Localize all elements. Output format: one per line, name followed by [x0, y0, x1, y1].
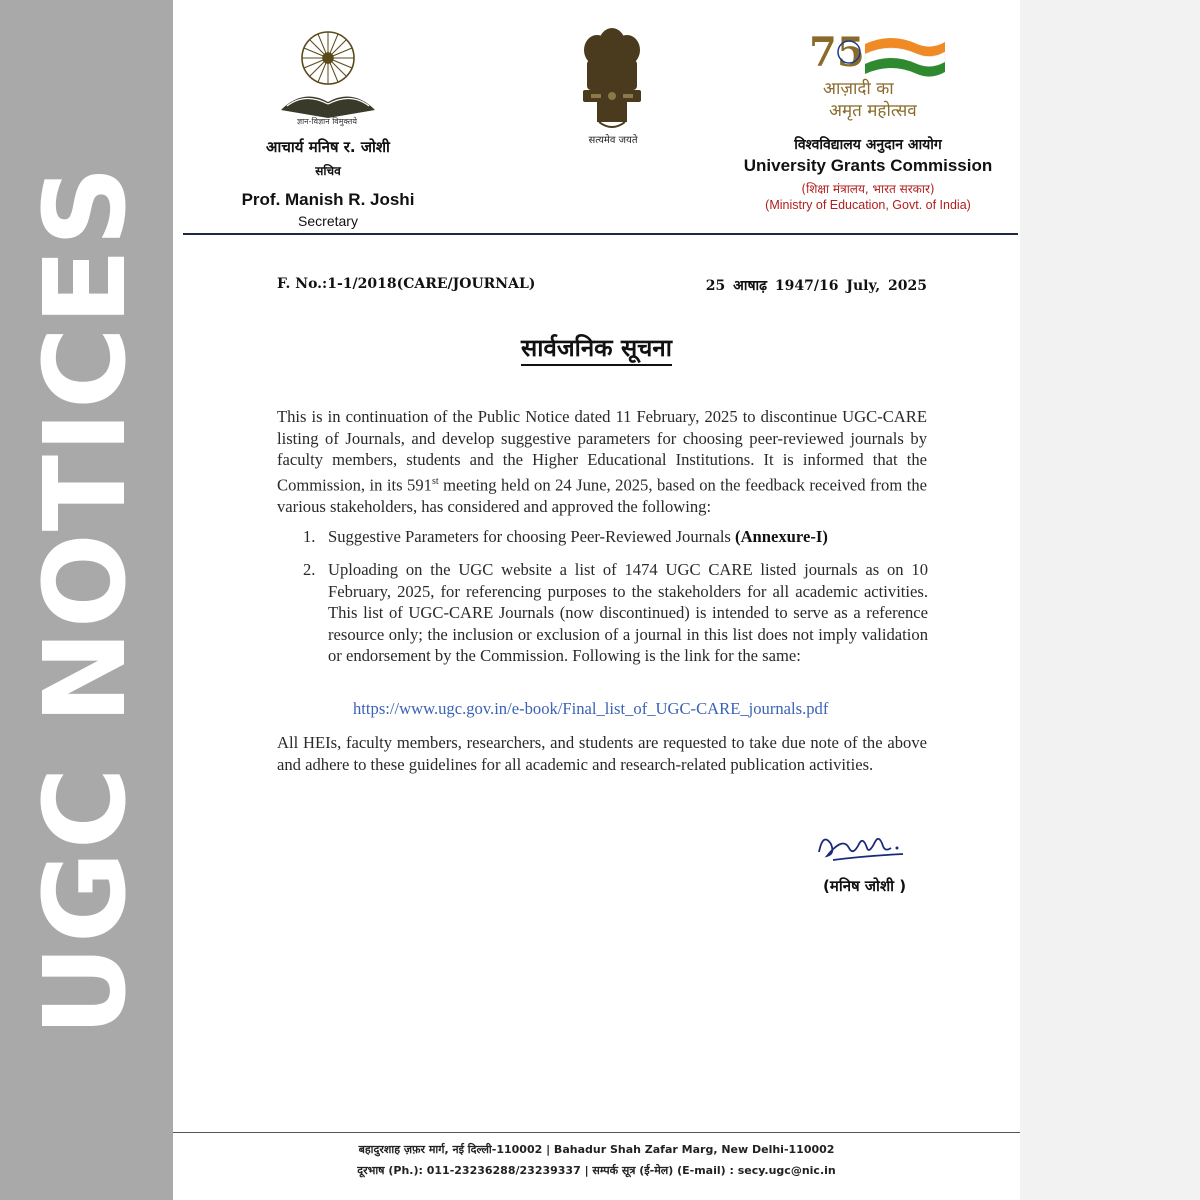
- side-banner-text: UGC NOTICES: [21, 163, 151, 1037]
- svg-text:75: 75: [809, 29, 865, 76]
- svg-text:अमृत महोत्सव: अमृत महोत्सव: [829, 101, 917, 121]
- ministry-hindi: (शिक्षा मंत्रालय, भारत सरकार): [801, 182, 935, 196]
- ugc-motto: ज्ञान-विज्ञान विमुक्तये: [296, 117, 358, 126]
- footer-address: बहादुरशाह ज़फ़र मार्ग, नई दिल्ली-110002 | Bahadur Shah Zafar Marg, New Delhi-110002: [358, 1143, 835, 1156]
- right-margin: [1020, 0, 1200, 1200]
- secretary-title: Secretary: [298, 213, 358, 229]
- secretary-name: Prof. Manish R. Joshi: [241, 190, 415, 209]
- list-number: 1.: [303, 527, 316, 546]
- signature: [813, 822, 913, 872]
- footer-contact: दूरभाष (Ph.): 011-23236288/23239337 | सम्पर्क सूत्र (ई-मेल) (E-mail) : secy.ugc@nic.in: [357, 1164, 836, 1177]
- notice-title: [173, 331, 1020, 364]
- ugc-chakra-emblem-icon: [273, 18, 383, 128]
- journal-list-link[interactable]: https://www.ugc.gov.in/e-book/Final_list_of_UGC-CARE_journals.pdf: [353, 699, 829, 718]
- notice-date: 25 आषाढ़ 1947/16 July, 2025: [705, 278, 927, 294]
- secretary-name-hindi: आचार्य मनिष र. जोशी: [266, 138, 390, 156]
- intro-paragraph: This is in continuation of the Public Notice dated 11 February, 2025 to discontinue UGC-CARE listing of Journals, and develop suggestive parameters for choosing peer-reviewed journals by faculty members, students and the Higher Educational Institutions. It is informed that the Commission, in its 591st meeting held on 24 June, 2025, based on the feedback received from the various stakeholders, has considered and approved the following:: [277, 407, 927, 516]
- org-name: University Grants Commission: [743, 156, 993, 175]
- notice-document: [173, 0, 1020, 1200]
- header-divider: [183, 233, 1018, 235]
- national-motto: सत्यमेव जयते: [588, 135, 638, 146]
- svg-text:आज़ादी का: आज़ादी का: [823, 79, 894, 99]
- closing-paragraph: All HEIs, faculty members, researchers, and students are requested to take due note of the above and adhere to these guidelines for all academic and research-related publication activities.: [277, 733, 927, 774]
- secretary-title-hindi: सचिव: [315, 164, 341, 178]
- ministry-english: (Ministry of Education, Govt. of India): [765, 198, 971, 212]
- org-name-hindi: विश्वविद्यालय अनुदान आयोग: [794, 137, 942, 153]
- list-item: 1. Suggestive Parameters for choosing Peer-Reviewed Journals (Annexure-I): [303, 527, 828, 546]
- list-number: 2.: [303, 560, 316, 579]
- notice-title-text: सार्वजनिक सूचना: [521, 334, 672, 366]
- footer-divider: [173, 1132, 1020, 1133]
- side-banner: [0, 0, 173, 1200]
- signatory-name: (मनिष जोशी ): [823, 877, 907, 895]
- azadi-amrit-mahotsav-logo: [801, 24, 951, 124]
- file-number: F. No.:1-1/2018(CARE/JOURNAL): [277, 276, 536, 292]
- list-item: 2. Uploading on the UGC website a list of 1474 UGC CARE listed journals as on 10 February, 2025, for referencing purposes to the stakeholders for all academic activities. This list of UGC-CARE Journals (now discontinued) is intended to serve as a reference resource only; the inclusion or exclusion of a journal in this list does not imply validation or endorsement by the Commission. Following is the link for the same:: [303, 560, 928, 665]
- national-emblem-icon: [573, 24, 651, 136]
